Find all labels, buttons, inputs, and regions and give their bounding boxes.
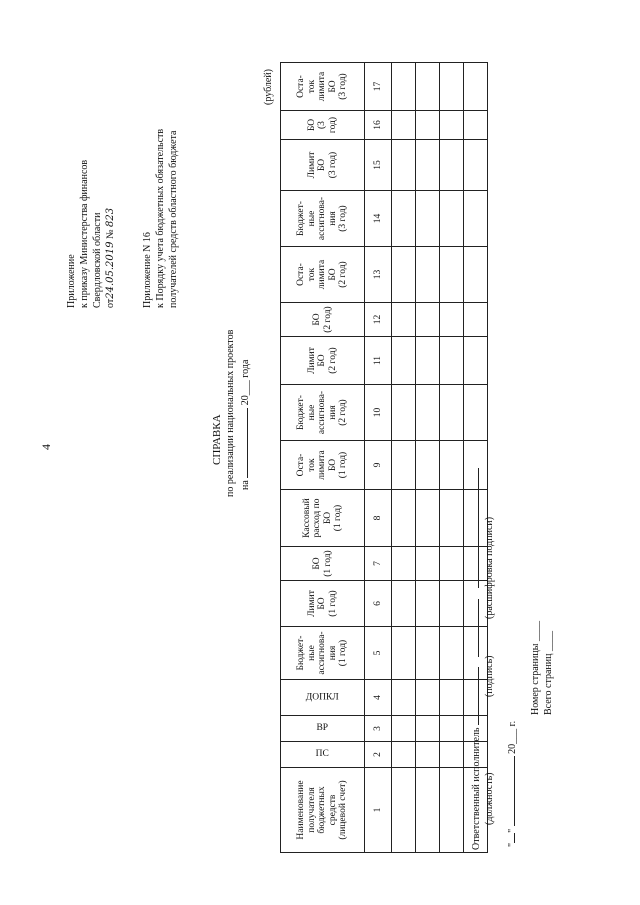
units-label: (рублей)	[263, 68, 274, 105]
header-code-label: ПС	[315, 749, 330, 760]
executor-label: Ответственный исполнитель	[471, 727, 482, 850]
doc-title: СПРАВКА	[211, 414, 223, 465]
header-line: Оста-	[296, 453, 307, 477]
header-line: (1 год)	[338, 639, 349, 667]
column-header	[281, 627, 365, 680]
column-header	[281, 303, 365, 337]
handwritten-date: 24.05.2019	[105, 241, 116, 299]
header-line: БО	[306, 118, 317, 132]
day-blank	[505, 833, 515, 843]
header-line: ные	[306, 210, 317, 227]
column-header	[281, 490, 365, 547]
column-number: 8	[365, 490, 392, 547]
appendix-procedure-line1: Приложение N 16	[142, 232, 153, 308]
column-number: 3	[365, 716, 392, 742]
position-blank	[469, 667, 479, 725]
page-number-field: Номер страницы ____	[530, 621, 541, 715]
header-line: БО	[317, 158, 328, 172]
header-row	[281, 63, 365, 853]
header-line: (3 год)	[338, 73, 349, 100]
header-line: ток	[306, 79, 317, 94]
column-number: 17	[365, 63, 392, 111]
header-line: лимита	[317, 450, 328, 480]
decode-blank	[469, 468, 479, 588]
sign-date-line	[505, 721, 518, 847]
header-line: ные	[306, 645, 317, 661]
handwritten-number: 823	[105, 207, 116, 227]
header-line: (3 год)	[338, 205, 349, 232]
column-number: 11	[365, 337, 392, 385]
column-header	[281, 716, 365, 742]
column-number: 6	[365, 581, 392, 627]
column-header	[281, 581, 365, 627]
header-line: бюджетных	[317, 786, 328, 834]
header-line: ассигнова-	[317, 196, 328, 241]
header-line: Бюджет-	[296, 635, 307, 671]
column-header	[281, 441, 365, 490]
month-blank	[505, 756, 515, 826]
header-line: ассигнова-	[317, 631, 328, 675]
column-number: 12	[365, 303, 392, 337]
header-code-label: ДОПКЛ	[306, 692, 339, 703]
column-header	[281, 111, 365, 140]
page-number: 4	[39, 444, 53, 450]
sign-caption: (подпись)	[484, 655, 495, 697]
header-line: (1 год)	[333, 504, 343, 532]
date-prefix: от	[105, 298, 116, 308]
header-line: Бюджет-	[296, 395, 307, 430]
date-blank	[238, 408, 248, 478]
signature-line	[469, 468, 482, 850]
column-header	[281, 140, 365, 191]
table-row	[416, 63, 440, 853]
header-line: БО	[317, 597, 328, 610]
doc-subtitle: по реализации национальных проектов	[225, 329, 236, 497]
header-line: БО	[312, 313, 322, 326]
column-number: 5	[365, 627, 392, 680]
year-label: 20___ г.	[507, 720, 518, 754]
header-line: БО	[317, 354, 328, 367]
header-line: БО	[327, 80, 338, 93]
position-caption: (должность)	[484, 772, 495, 825]
header-line: ассигнова-	[317, 390, 328, 435]
header-line: ные	[306, 404, 317, 421]
header-code-label: ВР	[316, 723, 329, 734]
column-number: 9	[365, 441, 392, 490]
header-line: (2 год)	[338, 261, 349, 288]
header-line: Лимит	[306, 590, 317, 617]
column-number: 15	[365, 140, 392, 191]
column-number: 7	[365, 547, 392, 581]
date-year-suffix: 20___ года	[240, 359, 251, 406]
header-line: (лицевой счет)	[338, 780, 349, 840]
column-number: 16	[365, 111, 392, 140]
header-line: средств	[327, 794, 338, 826]
date-on-prefix: на	[240, 480, 251, 490]
column-header	[281, 547, 365, 581]
header-line: БО	[327, 458, 338, 472]
column-number-row	[365, 63, 392, 853]
appendix-procedure-line2: к Порядку учета бюджетных обязательств	[155, 128, 166, 308]
table-row	[392, 63, 416, 853]
report-table	[280, 62, 488, 853]
header-line: Кассовый	[301, 498, 312, 538]
header-line: (2 год)	[322, 306, 333, 333]
header-line: БО	[312, 557, 322, 570]
column-header	[281, 247, 365, 303]
header-line: Бюджет-	[296, 201, 307, 236]
column-header	[281, 680, 365, 716]
header-line: (3 год)	[317, 116, 338, 134]
header-line: получателя	[306, 787, 317, 833]
column-number: 10	[365, 385, 392, 441]
doc-date-line	[238, 360, 251, 490]
decode-caption: (расшифровка подписи)	[484, 516, 495, 619]
column-number: 1	[365, 768, 392, 853]
column-header	[281, 385, 365, 441]
header-line: (3 год)	[327, 151, 338, 179]
header-line: Оста-	[296, 263, 307, 286]
header-line: ток	[306, 267, 317, 282]
header-line: расход по	[312, 498, 322, 538]
total-pages-field: Всего страниц ____	[543, 631, 554, 715]
column-header	[281, 742, 365, 768]
appendix-order-line2: к приказу Министерства финансов	[79, 159, 90, 308]
header-line: БО	[322, 511, 333, 525]
header-line: (1 год)	[327, 590, 338, 617]
column-number: 2	[365, 742, 392, 768]
column-header	[281, 768, 365, 853]
quote-close: "	[507, 828, 518, 833]
header-line: Оста-	[296, 75, 307, 98]
appendix-order-line3: Свердловской области	[92, 212, 103, 308]
number-label: №	[105, 229, 116, 239]
header-line: БО	[327, 268, 338, 281]
sign-blank	[469, 599, 479, 657]
column-number: 13	[365, 247, 392, 303]
header-line: (1 год)	[338, 451, 349, 479]
column-header	[281, 337, 365, 385]
header-line: Лимит	[306, 347, 317, 374]
column-number: 4	[365, 680, 392, 716]
column-number: 14	[365, 191, 392, 247]
appendix-order-date-line	[105, 208, 116, 308]
appendix-procedure-line3: получателей средств областного бюджета	[168, 130, 179, 308]
header-line: ния	[327, 211, 338, 226]
quote-open: "	[507, 842, 518, 847]
table-row	[440, 63, 464, 853]
header-line: ния	[327, 645, 338, 661]
header-line: лимита	[317, 259, 328, 290]
header-line: (1 год)	[322, 550, 333, 577]
column-header	[281, 191, 365, 247]
header-line: (2 год)	[338, 399, 349, 426]
header-line: ния	[327, 405, 338, 420]
header-line: Наименование	[296, 780, 307, 840]
header-line: Лимит	[306, 151, 317, 179]
header-line: (2 год)	[327, 347, 338, 374]
appendix-order-line1: Приложение	[66, 254, 77, 308]
header-line: лимита	[317, 71, 328, 102]
column-header	[281, 63, 365, 111]
header-line: ток	[306, 458, 317, 472]
